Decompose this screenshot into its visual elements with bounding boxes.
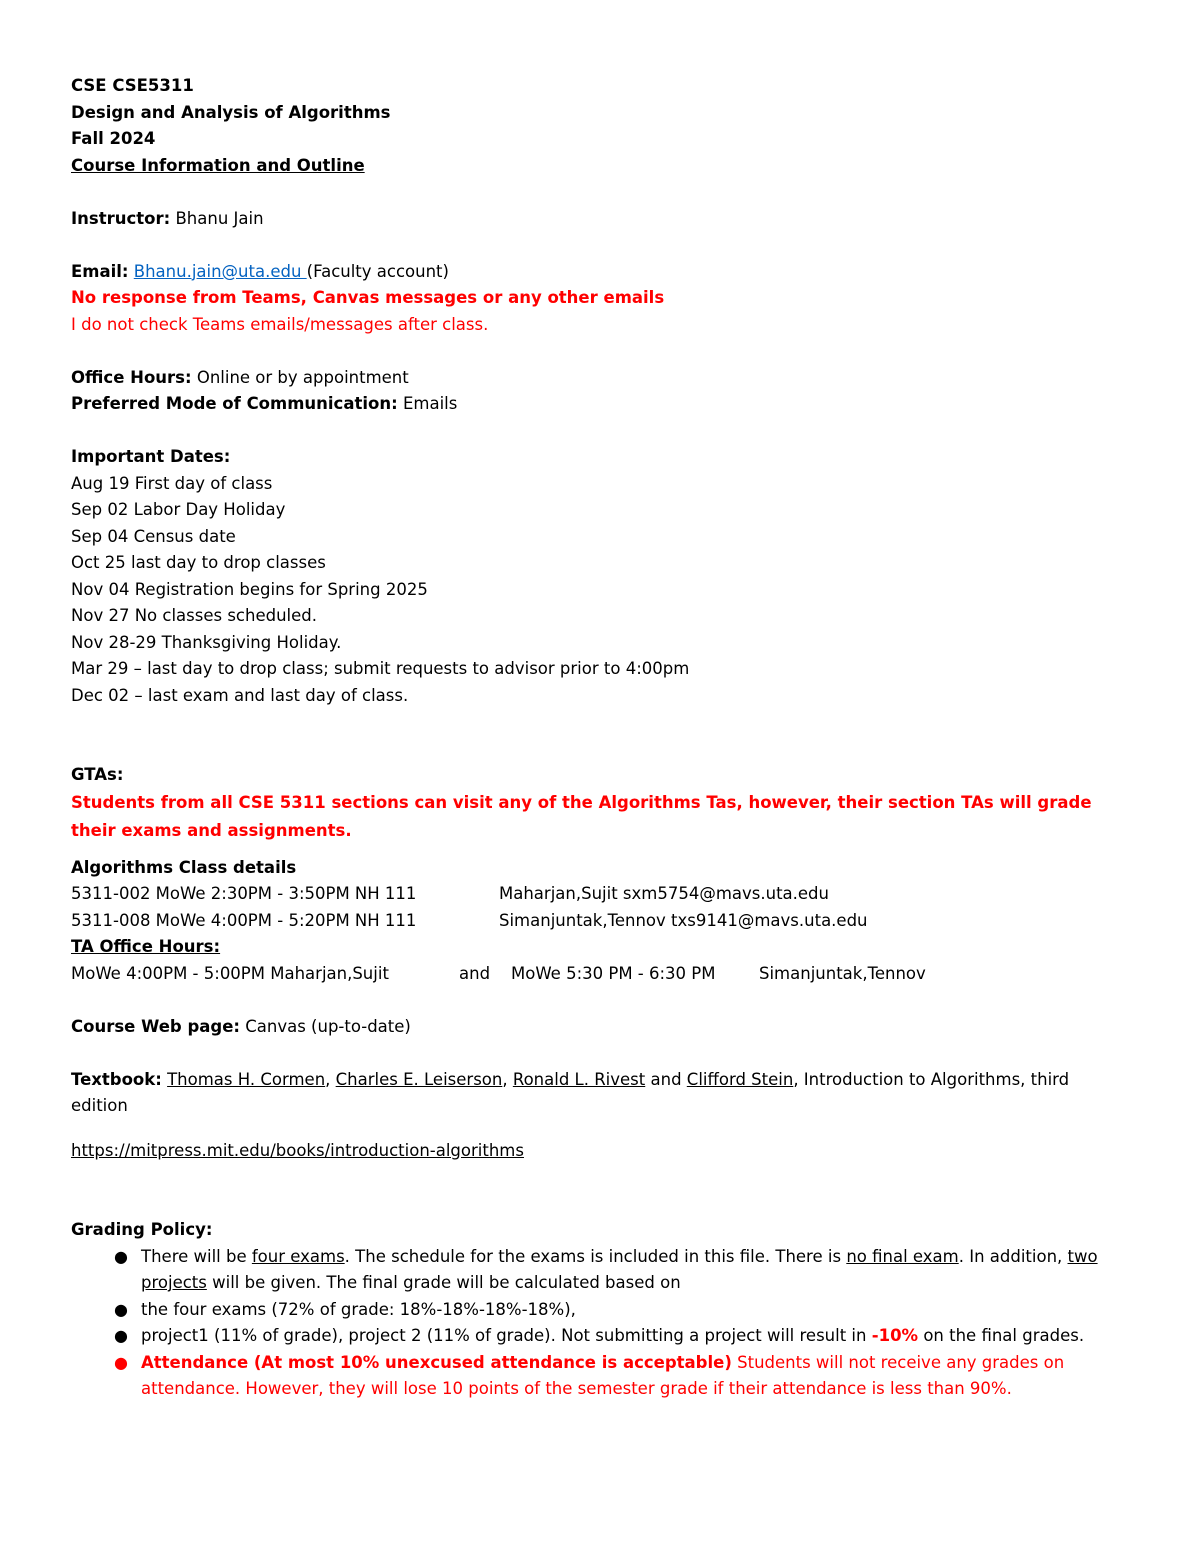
ta-hours-and: and <box>459 963 491 983</box>
class-ta: Maharjan,Sujit sxm5754@mavs.uta.edu <box>499 884 829 903</box>
ta-hours-b-name: Simanjuntak,Tennov <box>759 963 926 983</box>
bullet-icon: ● <box>114 1246 128 1266</box>
email-warning: I do not check Teams emails/messages after class. <box>71 314 489 334</box>
email-label: Email: <box>71 261 129 281</box>
textbook-label: Textbook: <box>71 1069 162 1089</box>
outline-title: Course Information and Outline <box>71 155 365 175</box>
textbook-and: and <box>650 1069 682 1089</box>
list-item <box>71 1323 1141 1350</box>
communication-line <box>71 391 1141 418</box>
textbook-line: Textbook: Thomas H. Cormen, Charles E. Leiserson, Ronald L. Rivest and Clifford Stein, Introduction to Algorithms, third <box>71 1069 1070 1089</box>
important-dates-heading: Important Dates: <box>71 447 231 466</box>
email-link[interactable]: Bhanu.jain@uta.edu <box>133 261 307 281</box>
grading-text: project1 (11% of grade), project 2 (11% of grade). Not submitting a project will result in <box>141 1326 872 1345</box>
communication-label: Preferred Mode of Communication: <box>71 394 398 413</box>
textbook-title: , Introduction to Algorithms, third <box>793 1069 1070 1089</box>
class-section: 5311-008 MoWe 4:00PM - 5:20PM NH 111 <box>71 910 417 930</box>
author-link[interactable]: Clifford Stein <box>686 1069 794 1089</box>
bullet-icon: ● <box>114 1326 128 1345</box>
course-title: Design and Analysis of Algorithms <box>71 102 391 122</box>
ta-office-hours-heading: TA Office Hours: <box>71 937 221 956</box>
office-hours-value: Online or by appointment <box>196 367 409 387</box>
office-hours-label: Office Hours: <box>71 367 192 387</box>
ta-office-hours-line <box>71 961 1141 988</box>
date-item: Nov 04 Registration begins for Spring 2025 <box>71 579 428 599</box>
bullet-icon: ● <box>114 1299 128 1319</box>
web-page-line <box>71 1014 1141 1041</box>
class-ta: Simanjuntak,Tennov txs9141@mavs.uta.edu <box>499 910 868 930</box>
instructor-line <box>71 206 1141 233</box>
author-link[interactable]: Thomas H. Cormen <box>167 1069 326 1089</box>
syllabus-document <box>71 73 1141 1403</box>
attendance-policy: Attendance (At most 10% unexcused attendance is acceptable) <box>141 1352 732 1372</box>
class-row <box>71 881 1141 908</box>
list-item <box>71 1297 1141 1324</box>
grading-text: will be given. The final grade will be calculated based on <box>206 1273 681 1292</box>
grading-text: on the final grades. <box>918 1326 1085 1345</box>
author-link[interactable]: Ronald L. Rivest <box>512 1069 646 1089</box>
list-item <box>71 1244 1141 1297</box>
grading-text: . The schedule for the exams is included in this file. There is <box>344 1246 847 1266</box>
author-link[interactable]: Charles E. Leiserson <box>335 1069 503 1089</box>
grading-text: Students will not receive any grades on attendance. However, they will lose 10 points of the semester grade if their attendance is less than 90%. <box>141 1352 1065 1398</box>
class-row <box>71 908 1141 935</box>
date-item: Aug 19 First day of class <box>71 473 273 493</box>
instructor-name: Bhanu Jain <box>175 208 264 228</box>
grading-text: There will be <box>141 1246 252 1266</box>
email-line <box>71 259 1141 286</box>
ta-hours-b: MoWe 5:30 PM - 6:30 PM <box>511 963 716 983</box>
office-hours-line <box>71 365 1141 392</box>
grading-text: the four exams (72% of grade: 18%-18%-18%-18%), <box>141 1299 576 1319</box>
list-item <box>71 1350 1141 1403</box>
grading-underline: two projects <box>141 1246 1098 1292</box>
email-note: (Faculty account) <box>306 261 449 281</box>
date-item: Sep 04 Census date <box>71 526 236 546</box>
date-item: Dec 02 – last exam and last day of class. <box>71 685 409 705</box>
web-page-label: Course Web page: <box>71 1016 240 1036</box>
grading-list <box>71 1244 1141 1403</box>
date-item: Nov 28-29 Thanksgiving Holiday. <box>71 632 342 652</box>
date-item: Sep 02 Labor Day Holiday <box>71 500 286 519</box>
instructor-label: Instructor: <box>71 208 171 228</box>
class-section: 5311-002 MoWe 2:30PM - 3:50PM NH 111 <box>71 884 417 903</box>
ta-hours-a: MoWe 4:00PM - 5:00PM Maharjan,Sujit <box>71 963 389 983</box>
web-page-value: Canvas (up-to-date) <box>245 1016 411 1036</box>
course-code: CSE CSE5311 <box>71 76 194 95</box>
term: Fall 2024 <box>71 129 156 148</box>
grading-underline: no final exam <box>846 1246 959 1266</box>
class-details-heading: Algorithms Class details <box>71 857 297 877</box>
gtas-heading: GTAs: <box>71 765 124 784</box>
textbook-url[interactable]: https://mitpress.mit.edu/books/introduction-algorithms <box>71 1140 524 1160</box>
grading-text: . In addition, <box>958 1246 1068 1266</box>
date-item: Mar 29 – last day to drop class; submit requests to advisor prior to 4:00pm <box>71 659 690 678</box>
grading-heading: Grading Policy: <box>71 1220 213 1239</box>
gtas-note: Students from all CSE 5311 sections can visit any of the Algorithms Tas, however, their section TAs will grade their exams and assignments. <box>71 792 1092 840</box>
date-item: Nov 27 No classes scheduled. <box>71 606 317 625</box>
email-warning-bold: No response from Teams, Canvas messages or any other emails <box>71 288 665 307</box>
grading-penalty: -10% <box>871 1326 919 1345</box>
communication-value: Emails <box>402 394 458 413</box>
bullet-icon: ● <box>114 1352 128 1372</box>
textbook-edition: edition <box>71 1096 128 1115</box>
grading-underline: four exams <box>251 1246 345 1266</box>
date-item: Oct 25 last day to drop classes <box>71 553 326 572</box>
